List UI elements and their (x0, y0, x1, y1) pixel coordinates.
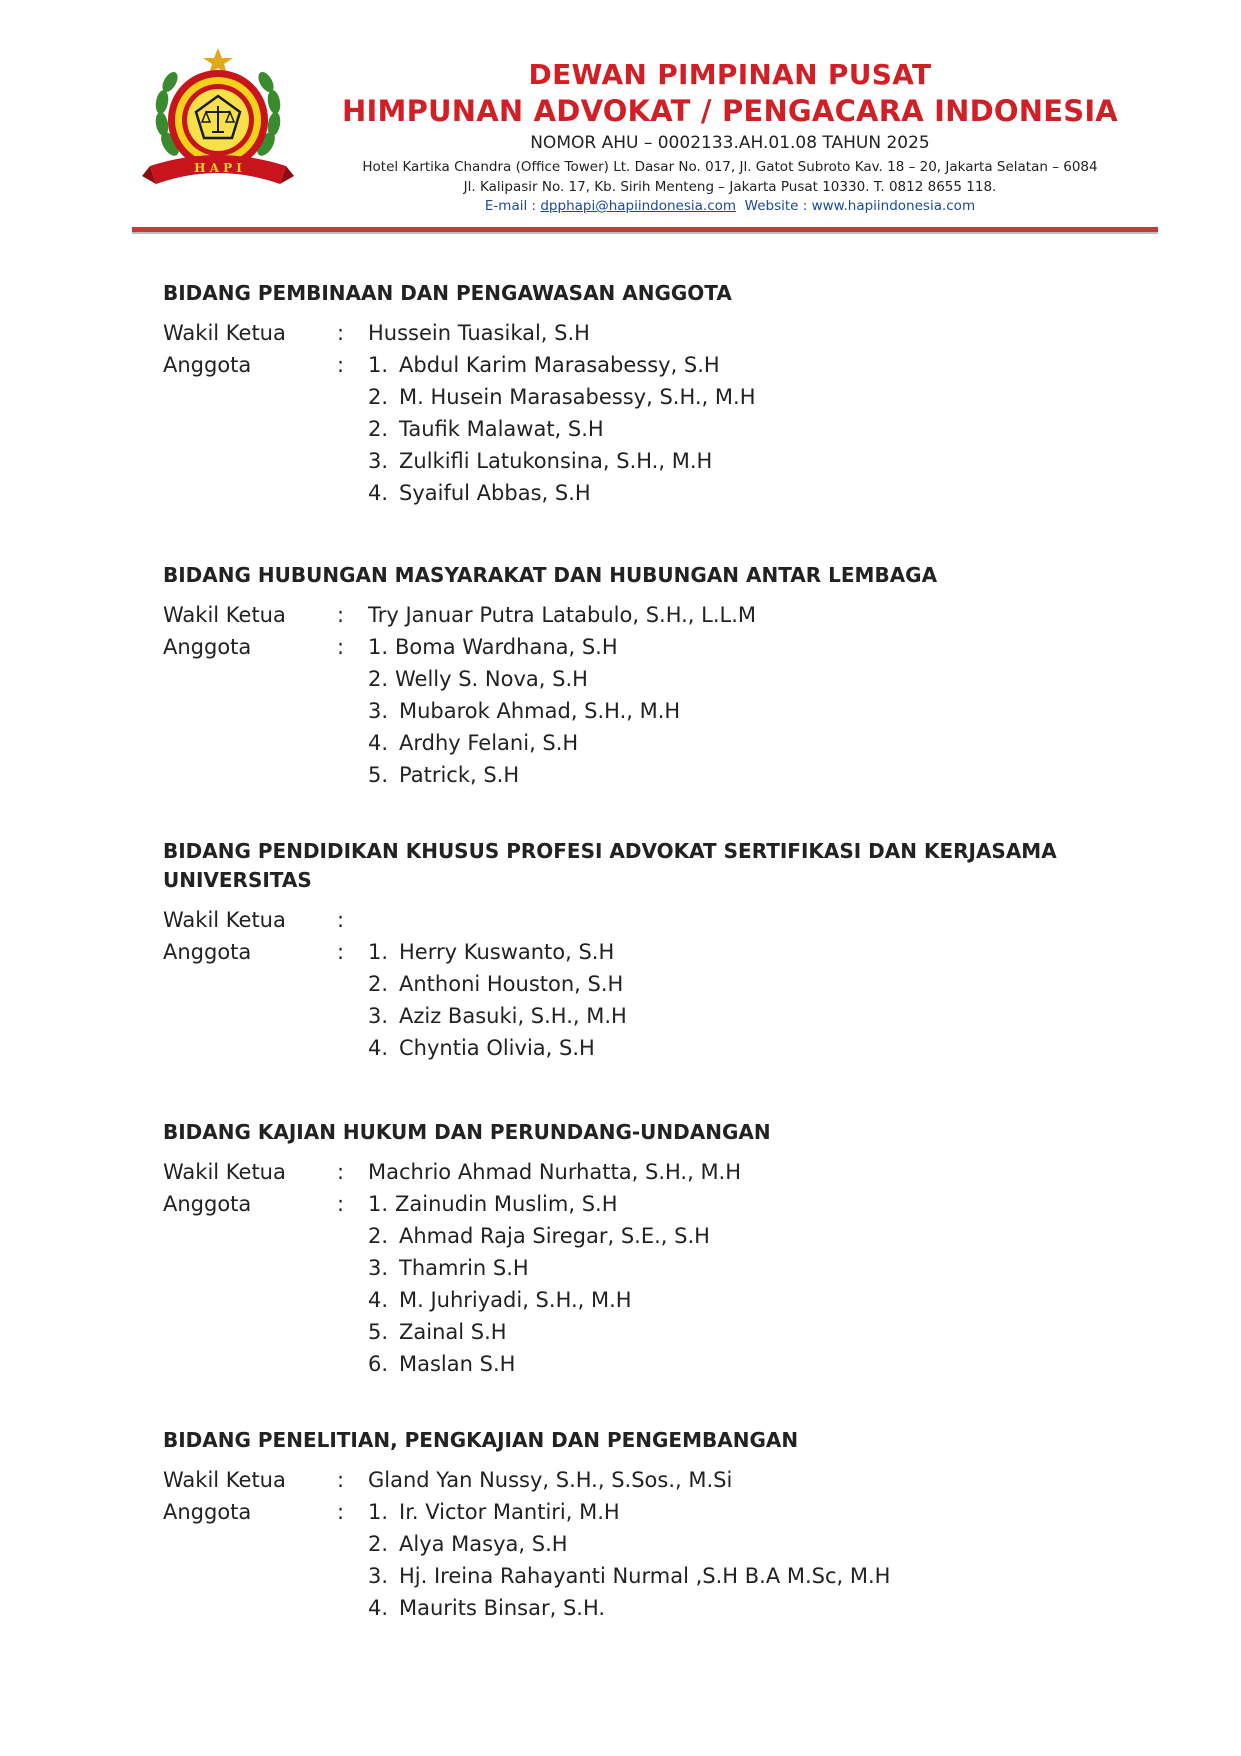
list-item (163, 1032, 1123, 1064)
section-title: BIDANG KAJIAN HUKUM DAN PERUNDANG-UNDANGAN (163, 1120, 771, 1144)
wakil-ketua-name: Machrio Ahmad Nurhatta, S.H., M.H (368, 1160, 742, 1184)
member-name: Anthoni Houston, S.H (399, 972, 624, 996)
section-title: BIDANG HUBUNGAN MASYARAKAT DAN HUBUNGAN ANTAR LEMBAGA (163, 563, 938, 587)
wakil-ketua-row (163, 317, 1123, 349)
wakil-ketua-name: Gland Yan Nussy, S.H., S.Sos., M.Si (368, 1468, 733, 1492)
list-item (163, 759, 1123, 791)
section-humas-antar-lembaga (163, 560, 1123, 791)
member-number: 5. (368, 763, 389, 787)
anggota-row (163, 1496, 1123, 1528)
list-item (163, 968, 1123, 1000)
member-number: 2. (368, 385, 389, 409)
member-number: 1. (368, 353, 389, 377)
anggota-row (163, 1188, 1123, 1220)
colon: : (337, 321, 345, 345)
section-kajian-hukum (163, 1117, 1123, 1380)
logo-ribbon-text: H A P I (194, 161, 242, 175)
member-number: 1. (368, 1500, 389, 1524)
member-name: Welly S. Nova, S.H (395, 667, 588, 691)
list-item (163, 1528, 1123, 1560)
colon: : (337, 1468, 345, 1492)
member-name: Maurits Binsar, S.H. (399, 1596, 606, 1620)
email-link[interactable]: dpphapi@hapiindonesia.com (540, 198, 737, 214)
member-name: Ardhy Felani, S.H (399, 731, 579, 755)
anggota-label: Anggota (163, 353, 252, 377)
colon: : (337, 1192, 345, 1216)
org-contact-line (310, 198, 1150, 214)
section-penelitian-pengembangan (163, 1425, 1123, 1624)
list-item (163, 663, 1123, 695)
member-number: 4. (368, 731, 389, 755)
member-name: Patrick, S.H (399, 763, 520, 787)
wakil-ketua-name: Hussein Tuasikal, S.H (368, 321, 590, 345)
member-name: Aziz Basuki, S.H., M.H (399, 1004, 627, 1028)
anggota-row (163, 631, 1123, 663)
member-number: 3. (368, 1564, 389, 1588)
member-name: Syaiful Abbas, S.H (399, 481, 591, 505)
list-item (163, 1284, 1123, 1316)
member-name: Alya Masya, S.H (399, 1532, 568, 1556)
anggota-row (163, 936, 1123, 968)
member-name: M. Husein Marasabessy, S.H., M.H (399, 385, 756, 409)
wakil-ketua-label: Wakil Ketua (163, 321, 286, 345)
list-item (163, 727, 1123, 759)
member-number: 2. (368, 417, 389, 441)
org-registration-number: NOMOR AHU – 0002133.AH.01.08 TAHUN 2025 (530, 133, 930, 153)
colon: : (337, 940, 345, 964)
member-number: 5. (368, 1320, 389, 1344)
org-address-line2: Jl. Kalipasir No. 17, Kb. Sirih Menteng – Jakarta Pusat 10330. T. 0812 8655 118. (463, 179, 997, 195)
wakil-ketua-name: Try Januar Putra Latabulo, S.H., L.L.M (368, 603, 757, 627)
anggota-label: Anggota (163, 635, 252, 659)
hapi-logo (142, 44, 294, 204)
wakil-ketua-row (163, 1464, 1123, 1496)
org-title-line2: HIMPUNAN ADVOKAT / PENGACARA INDONESIA (342, 94, 1118, 128)
member-name: Abdul Karim Marasabessy, S.H (399, 353, 720, 377)
member-number: 3. (368, 699, 389, 723)
member-name: M. Juhriyadi, S.H., M.H (399, 1288, 632, 1312)
member-number: 2. (368, 667, 389, 691)
list-item (163, 477, 1123, 509)
member-name: Mubarok Ahmad, S.H., M.H (399, 699, 681, 723)
member-number: 3. (368, 1004, 389, 1028)
section-pembinaan-pengawasan (163, 278, 1123, 509)
colon: : (337, 353, 345, 377)
member-number: 4. (368, 1288, 389, 1312)
org-address-line1: Hotel Kartika Chandra (Office Tower) Lt. Dasar No. 017, Jl. Gatot Subroto Kav. 18 – 20, Jakarta Selatan – 6084 (362, 159, 1098, 175)
member-name: Ahmad Raja Siregar, S.E., S.H (399, 1224, 710, 1248)
header-divider-shadow (132, 232, 1158, 234)
list-item (163, 1220, 1123, 1252)
wakil-ketua-row (163, 599, 1123, 631)
member-name: Chyntia Olivia, S.H (399, 1036, 595, 1060)
list-item (163, 445, 1123, 477)
member-number: 4. (368, 481, 389, 505)
list-item (163, 381, 1123, 413)
anggota-label: Anggota (163, 940, 252, 964)
anggota-label: Anggota (163, 1500, 252, 1524)
member-number: 3. (368, 1256, 389, 1280)
member-number: 4. (368, 1596, 389, 1620)
member-number: 1. (368, 1192, 389, 1216)
member-number: 6. (368, 1352, 389, 1376)
anggota-row (163, 349, 1123, 381)
colon: : (337, 1500, 345, 1524)
section-title-line1: BIDANG PENDIDIKAN KHUSUS PROFESI ADVOKAT SERTIFIKASI DAN KERJASAMA (163, 839, 1057, 863)
member-number: 1. (368, 635, 389, 659)
member-name: Maslan S.H (399, 1352, 516, 1376)
member-name: Herry Kuswanto, S.H (399, 940, 615, 964)
list-item (163, 1000, 1123, 1032)
list-item (163, 1316, 1123, 1348)
member-number: 2. (368, 1224, 389, 1248)
member-name: Zulkifli Latukonsina, S.H., M.H (399, 449, 713, 473)
wakil-ketua-label: Wakil Ketua (163, 603, 286, 627)
member-name: Zainudin Muslim, S.H (395, 1192, 618, 1216)
member-number: 2. (368, 972, 389, 996)
list-item (163, 1348, 1123, 1380)
anggota-label: Anggota (163, 1192, 252, 1216)
email-label: E-mail : (484, 198, 537, 214)
member-number: 4. (368, 1036, 389, 1060)
list-item (163, 1252, 1123, 1284)
list-item (163, 695, 1123, 727)
wakil-ketua-label: Wakil Ketua (163, 1160, 286, 1184)
member-number: 3. (368, 449, 389, 473)
section-title-line2: UNIVERSITAS (163, 868, 312, 892)
member-name: Thamrin S.H (399, 1256, 529, 1280)
list-item (163, 413, 1123, 445)
colon: : (337, 908, 345, 932)
wakil-ketua-row (163, 904, 1123, 936)
member-name: Hj. Ireina Rahayanti Nurmal ,S.H B.A M.Sc, M.H (399, 1564, 891, 1588)
member-name: Taufik Malawat, S.H (399, 417, 604, 441)
member-number: 1. (368, 940, 389, 964)
member-name: Ir. Victor Mantiri, M.H (399, 1500, 620, 1524)
website-label: Website : (744, 198, 808, 214)
section-title (163, 837, 1123, 895)
colon: : (337, 635, 345, 659)
section-pendidikan-khusus (163, 837, 1123, 1064)
member-number: 2. (368, 1532, 389, 1556)
member-name: Zainal S.H (399, 1320, 507, 1344)
wakil-ketua-row (163, 1156, 1123, 1188)
section-title: BIDANG PEMBINAAN DAN PENGAWASAN ANGGOTA (163, 281, 732, 305)
wakil-ketua-label: Wakil Ketua (163, 1468, 286, 1492)
website-link[interactable]: www.hapiindonesia.com (811, 198, 976, 214)
member-name: Boma Wardhana, S.H (395, 635, 618, 659)
colon: : (337, 603, 345, 627)
list-item (163, 1592, 1123, 1624)
wakil-ketua-label: Wakil Ketua (163, 908, 286, 932)
list-item (163, 1560, 1123, 1592)
section-title: BIDANG PENELITIAN, PENGKAJIAN DAN PENGEMBANGAN (163, 1428, 799, 1452)
org-title-line1: DEWAN PIMPINAN PUSAT (528, 58, 932, 91)
colon: : (337, 1160, 345, 1184)
